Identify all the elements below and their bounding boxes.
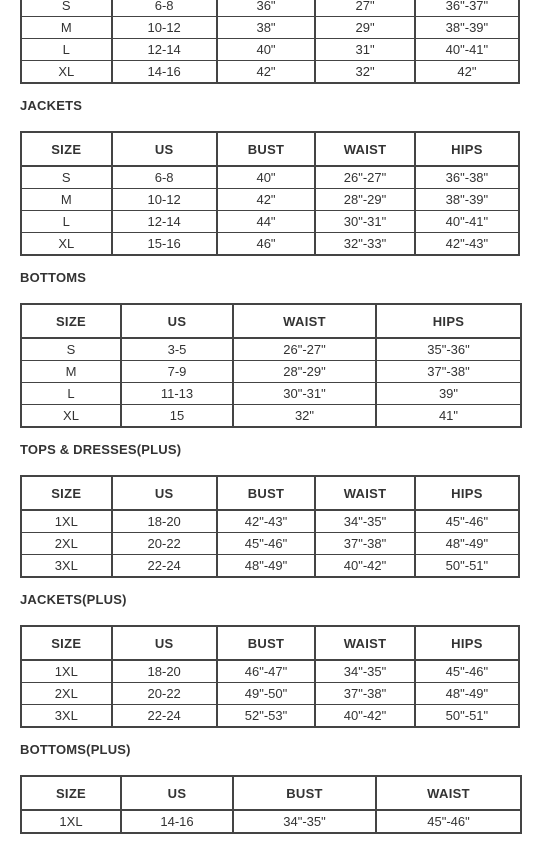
column-header: HIPS bbox=[415, 476, 519, 510]
size-table bbox=[20, 131, 520, 256]
table-cell: 32" bbox=[233, 405, 376, 428]
table-cell: M bbox=[21, 361, 121, 383]
section-title: BOTTOMS bbox=[20, 270, 87, 285]
table-cell: 28"-29" bbox=[315, 189, 415, 211]
table-cell: 52"-53" bbox=[217, 705, 315, 728]
column-header: US bbox=[121, 776, 233, 810]
table-cell: 42"-43" bbox=[415, 233, 519, 256]
table-cell: 3XL bbox=[21, 705, 112, 728]
table-cell: 41" bbox=[376, 405, 521, 428]
table-cell: 10-12 bbox=[112, 17, 217, 39]
table-cell: S bbox=[21, 338, 121, 361]
table-cell: 14-16 bbox=[121, 810, 233, 833]
table-cell: 30"-31" bbox=[315, 211, 415, 233]
table-cell: 32" bbox=[315, 61, 415, 84]
size-table bbox=[20, 625, 520, 728]
table-row bbox=[21, 361, 521, 383]
column-header: WAIST bbox=[233, 304, 376, 338]
table-cell: 26"-27" bbox=[315, 166, 415, 189]
table-row bbox=[21, 810, 521, 833]
table-cell: 40"-42" bbox=[315, 555, 415, 578]
table-row bbox=[21, 405, 521, 428]
column-header: WAIST bbox=[315, 476, 415, 510]
table-cell: 42"-43" bbox=[217, 510, 315, 533]
size-table bbox=[20, 0, 520, 84]
section-title: BOTTOMS(PLUS) bbox=[20, 742, 131, 757]
table-cell: S bbox=[21, 166, 112, 189]
column-header: SIZE bbox=[21, 626, 112, 660]
table-header-row bbox=[21, 776, 521, 810]
table-cell: 14-16 bbox=[112, 61, 217, 84]
table-cell: 6-8 bbox=[112, 0, 217, 17]
table-cell: 3-5 bbox=[121, 338, 233, 361]
column-header: WAIST bbox=[315, 626, 415, 660]
table-row bbox=[21, 383, 521, 405]
table-header-row bbox=[21, 132, 519, 166]
table-cell: 44" bbox=[217, 211, 315, 233]
table-cell: 48"-49" bbox=[217, 555, 315, 578]
table-cell: 31" bbox=[315, 39, 415, 61]
column-header: HIPS bbox=[415, 626, 519, 660]
table-cell: 36"-38" bbox=[415, 166, 519, 189]
table-cell: 2XL bbox=[21, 683, 112, 705]
column-header: BUST bbox=[217, 476, 315, 510]
table-cell: 12-14 bbox=[112, 211, 217, 233]
table-cell: 38"-39" bbox=[415, 17, 519, 39]
column-header: SIZE bbox=[21, 132, 112, 166]
table-cell: 45"-46" bbox=[415, 660, 519, 683]
table-cell: 7-9 bbox=[121, 361, 233, 383]
table-cell: L bbox=[21, 383, 121, 405]
table-cell: 40"-41" bbox=[415, 211, 519, 233]
size-chart-page bbox=[20, 0, 520, 834]
table-row bbox=[21, 705, 519, 728]
table-cell: 40" bbox=[217, 166, 315, 189]
table-cell: 49"-50" bbox=[217, 683, 315, 705]
table-cell: 10-12 bbox=[112, 189, 217, 211]
table-cell: 46"-47" bbox=[217, 660, 315, 683]
table-cell: 45"-46" bbox=[415, 510, 519, 533]
column-header: WAIST bbox=[376, 776, 521, 810]
table-cell: XL bbox=[21, 233, 112, 256]
table-row bbox=[21, 555, 519, 578]
table-row bbox=[21, 39, 519, 61]
table-cell: 27" bbox=[315, 0, 415, 17]
column-header: SIZE bbox=[21, 476, 112, 510]
table-cell: XL bbox=[21, 61, 112, 84]
table-row bbox=[21, 683, 519, 705]
table-cell: 34"-35" bbox=[315, 660, 415, 683]
table-cell: 40"-42" bbox=[315, 705, 415, 728]
table-cell: 36" bbox=[217, 0, 315, 17]
table-cell: 22-24 bbox=[112, 705, 217, 728]
table-cell: XL bbox=[21, 405, 121, 428]
table-cell: 50"-51" bbox=[415, 555, 519, 578]
table-cell: 34"-35" bbox=[233, 810, 376, 833]
table-row bbox=[21, 338, 521, 361]
table-row bbox=[21, 17, 519, 39]
column-header: US bbox=[112, 626, 217, 660]
table-cell: 15 bbox=[121, 405, 233, 428]
table-cell: 12-14 bbox=[112, 39, 217, 61]
section-title: JACKETS bbox=[20, 98, 83, 113]
table-cell: 1XL bbox=[21, 810, 121, 833]
table-cell: 3XL bbox=[21, 555, 112, 578]
table-cell: 28"-29" bbox=[233, 361, 376, 383]
table-cell: 1XL bbox=[21, 510, 112, 533]
column-header: BUST bbox=[233, 776, 376, 810]
table-cell: 11-13 bbox=[121, 383, 233, 405]
table-cell: L bbox=[21, 39, 112, 61]
table-cell: 20-22 bbox=[112, 683, 217, 705]
table-cell: 18-20 bbox=[112, 510, 217, 533]
table-cell: 22-24 bbox=[112, 555, 217, 578]
column-header: BUST bbox=[217, 132, 315, 166]
size-table bbox=[20, 475, 520, 578]
table-cell: 20-22 bbox=[112, 533, 217, 555]
table-cell: S bbox=[21, 0, 112, 17]
table-cell: 35"-36" bbox=[376, 338, 521, 361]
section-title: TOPS & DRESSES(PLUS) bbox=[20, 442, 182, 457]
table-cell: 18-20 bbox=[112, 660, 217, 683]
table-cell: 46" bbox=[217, 233, 315, 256]
table-cell: 2XL bbox=[21, 533, 112, 555]
table-row bbox=[21, 166, 519, 189]
column-header: US bbox=[121, 304, 233, 338]
table-cell: 42" bbox=[217, 61, 315, 84]
table-cell: M bbox=[21, 189, 112, 211]
table-row bbox=[21, 233, 519, 256]
table-row bbox=[21, 211, 519, 233]
table-cell: 40" bbox=[217, 39, 315, 61]
table-cell: 48"-49" bbox=[415, 683, 519, 705]
table-cell: 42" bbox=[217, 189, 315, 211]
table-cell: L bbox=[21, 211, 112, 233]
table-row bbox=[21, 660, 519, 683]
table-cell: 37"-38" bbox=[315, 683, 415, 705]
column-header: HIPS bbox=[376, 304, 521, 338]
table-row bbox=[21, 189, 519, 211]
table-row bbox=[21, 510, 519, 533]
size-table bbox=[20, 303, 522, 428]
column-header: SIZE bbox=[21, 776, 121, 810]
table-cell: 37"-38" bbox=[315, 533, 415, 555]
table-row bbox=[21, 61, 519, 84]
table-cell: 40"-41" bbox=[415, 39, 519, 61]
table-cell: 38" bbox=[217, 17, 315, 39]
column-header: WAIST bbox=[315, 132, 415, 166]
table-header-row bbox=[21, 626, 519, 660]
table-cell: 37"-38" bbox=[376, 361, 521, 383]
column-header: BUST bbox=[217, 626, 315, 660]
size-chart-sections bbox=[20, 0, 520, 834]
column-header: US bbox=[112, 476, 217, 510]
column-header: SIZE bbox=[21, 304, 121, 338]
table-cell: 29" bbox=[315, 17, 415, 39]
table-cell: 15-16 bbox=[112, 233, 217, 256]
table-cell: 6-8 bbox=[112, 166, 217, 189]
table-cell: M bbox=[21, 17, 112, 39]
table-cell: 34"-35" bbox=[315, 510, 415, 533]
table-cell: 1XL bbox=[21, 660, 112, 683]
table-cell: 42" bbox=[415, 61, 519, 84]
table-cell: 45"-46" bbox=[376, 810, 521, 833]
table-header-row bbox=[21, 304, 521, 338]
column-header: HIPS bbox=[415, 132, 519, 166]
table-cell: 32"-33" bbox=[315, 233, 415, 256]
table-cell: 26"-27" bbox=[233, 338, 376, 361]
table-header-row bbox=[21, 476, 519, 510]
table-cell: 39" bbox=[376, 383, 521, 405]
table-cell: 45"-46" bbox=[217, 533, 315, 555]
table-cell: 30"-31" bbox=[233, 383, 376, 405]
table-cell: 36"-37" bbox=[415, 0, 519, 17]
table-cell: 38"-39" bbox=[415, 189, 519, 211]
table-cell: 50"-51" bbox=[415, 705, 519, 728]
size-table bbox=[20, 775, 522, 834]
table-row bbox=[21, 533, 519, 555]
table-row bbox=[21, 0, 519, 17]
section-title: JACKETS(PLUS) bbox=[20, 592, 127, 607]
table-cell: 48"-49" bbox=[415, 533, 519, 555]
column-header: US bbox=[112, 132, 217, 166]
